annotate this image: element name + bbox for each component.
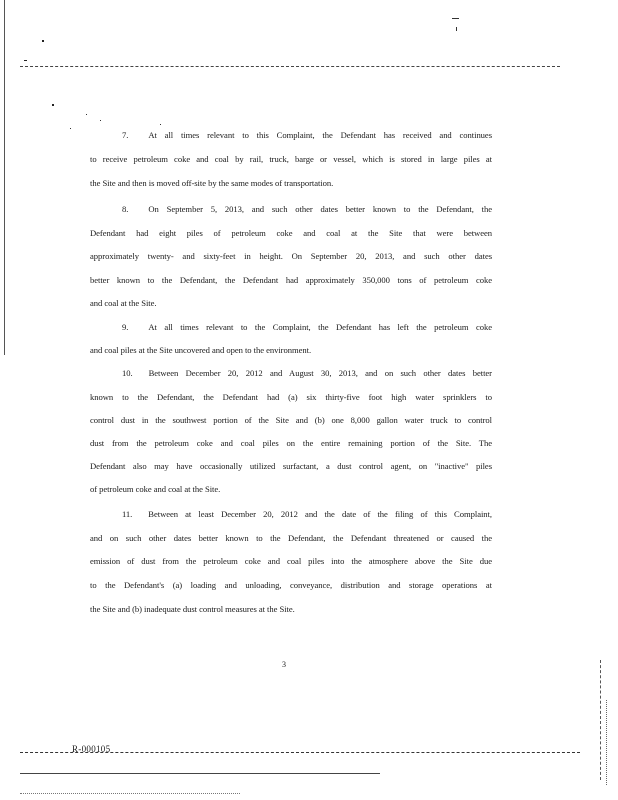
page-number: 3: [282, 660, 286, 669]
bates-number: R-000105: [72, 744, 111, 754]
paragraph-number: 7.: [122, 130, 129, 140]
paragraph-number: 11.: [122, 509, 133, 519]
scan-speck: [24, 60, 27, 61]
paragraph-10-line-5: Defendant also may have occasionally utilized surfactant, a dust control agent, on "inactive" piles: [90, 461, 492, 471]
scan-speck: [100, 120, 101, 121]
scan-top-right-mark: [456, 27, 457, 31]
paragraph-8-line-5: and coal at the Site.: [90, 298, 157, 308]
scan-right-edge-dashed-line: [600, 660, 601, 780]
paragraph-11-line-3: emission of dust from the petroleum coke and coal piles into the atmosphere above the Site due: [90, 556, 492, 566]
paragraph-7-line-2: to receive petroleum coke and coal by rail, truck, barge or vessel, which is stored in large piles at: [90, 154, 492, 164]
paragraph-8-line-2: Defendant had eight piles of petroleum coke and coal at the Site that were between: [90, 228, 492, 238]
scan-left-edge-line: [4, 0, 5, 355]
paragraph-8-line-3: approximately twenty- and sixty-feet in height. On September 20, 2013, and such other dates: [90, 251, 492, 261]
paragraph-10-line-6: of petroleum coke and coal at the Site.: [90, 484, 221, 494]
paragraph-10-line-1: 10. Between December 20, 2012 and August 30, 2013, and on such other dates better: [122, 368, 492, 378]
scan-speck: [86, 114, 87, 115]
paragraph-10-line-2: known to the Defendant, the Defendant had (a) six thirty-five foot high water sprinklers to: [90, 392, 492, 402]
paragraph-11-line-5: the Site and (b) inadequate dust control measures at the Site.: [90, 604, 295, 614]
scan-speck: [70, 128, 71, 129]
scan-right-edge-dashed-line: [606, 700, 607, 785]
scan-speck: [160, 124, 161, 125]
paragraph-8-line-1: 8. On September 5, 2013, and such other dates better known to the Defendant, the: [122, 204, 492, 214]
paragraph-number: 10.: [122, 368, 133, 378]
paragraph-11-line-2: and on such other dates better known to the Defendant, the Defendant threatened or caused the: [90, 533, 492, 543]
paragraph-7-line-1: 7. At all times relevant to this Complaint, the Defendant has received and continues: [122, 130, 492, 140]
paragraph-7-line-3: the Site and then is moved off-site by the same modes of transportation.: [90, 178, 334, 188]
scan-top-dashed-line: [20, 66, 560, 67]
scan-bottom-solid-line: [20, 773, 380, 774]
paragraph-number: 9.: [122, 322, 129, 332]
scan-top-right-mark: [452, 18, 459, 19]
paragraph-8-line-4: better known to the Defendant, the Defendant had approximately 350,000 tons of petroleum coke: [90, 275, 492, 285]
scan-speck: [52, 104, 54, 106]
scan-speck: [42, 40, 44, 42]
scan-bottom-dotted-line: [20, 793, 240, 794]
paragraph-9-line-1: 9. At all times relevant to the Complaint, the Defendant has left the petroleum coke: [122, 322, 492, 332]
paragraph-9-line-2: and coal piles at the Site uncovered and open to the environment.: [90, 345, 312, 355]
paragraph-11-line-1: 11. Between at least December 20, 2012 and the date of the filing of this Complaint,: [122, 509, 492, 519]
paragraph-number: 8.: [122, 204, 129, 214]
paragraph-10-line-3: control dust in the southwest portion of the Site and (b) one 8,000 gallon water truck to control: [90, 415, 492, 425]
paragraph-11-line-4: to the Defendant's (a) loading and unloading, conveyance, distribution and storage operations at: [90, 580, 492, 590]
paragraph-10-line-4: dust from the petroleum coke and coal piles on the entire remaining portion of the Site. The: [90, 438, 492, 448]
